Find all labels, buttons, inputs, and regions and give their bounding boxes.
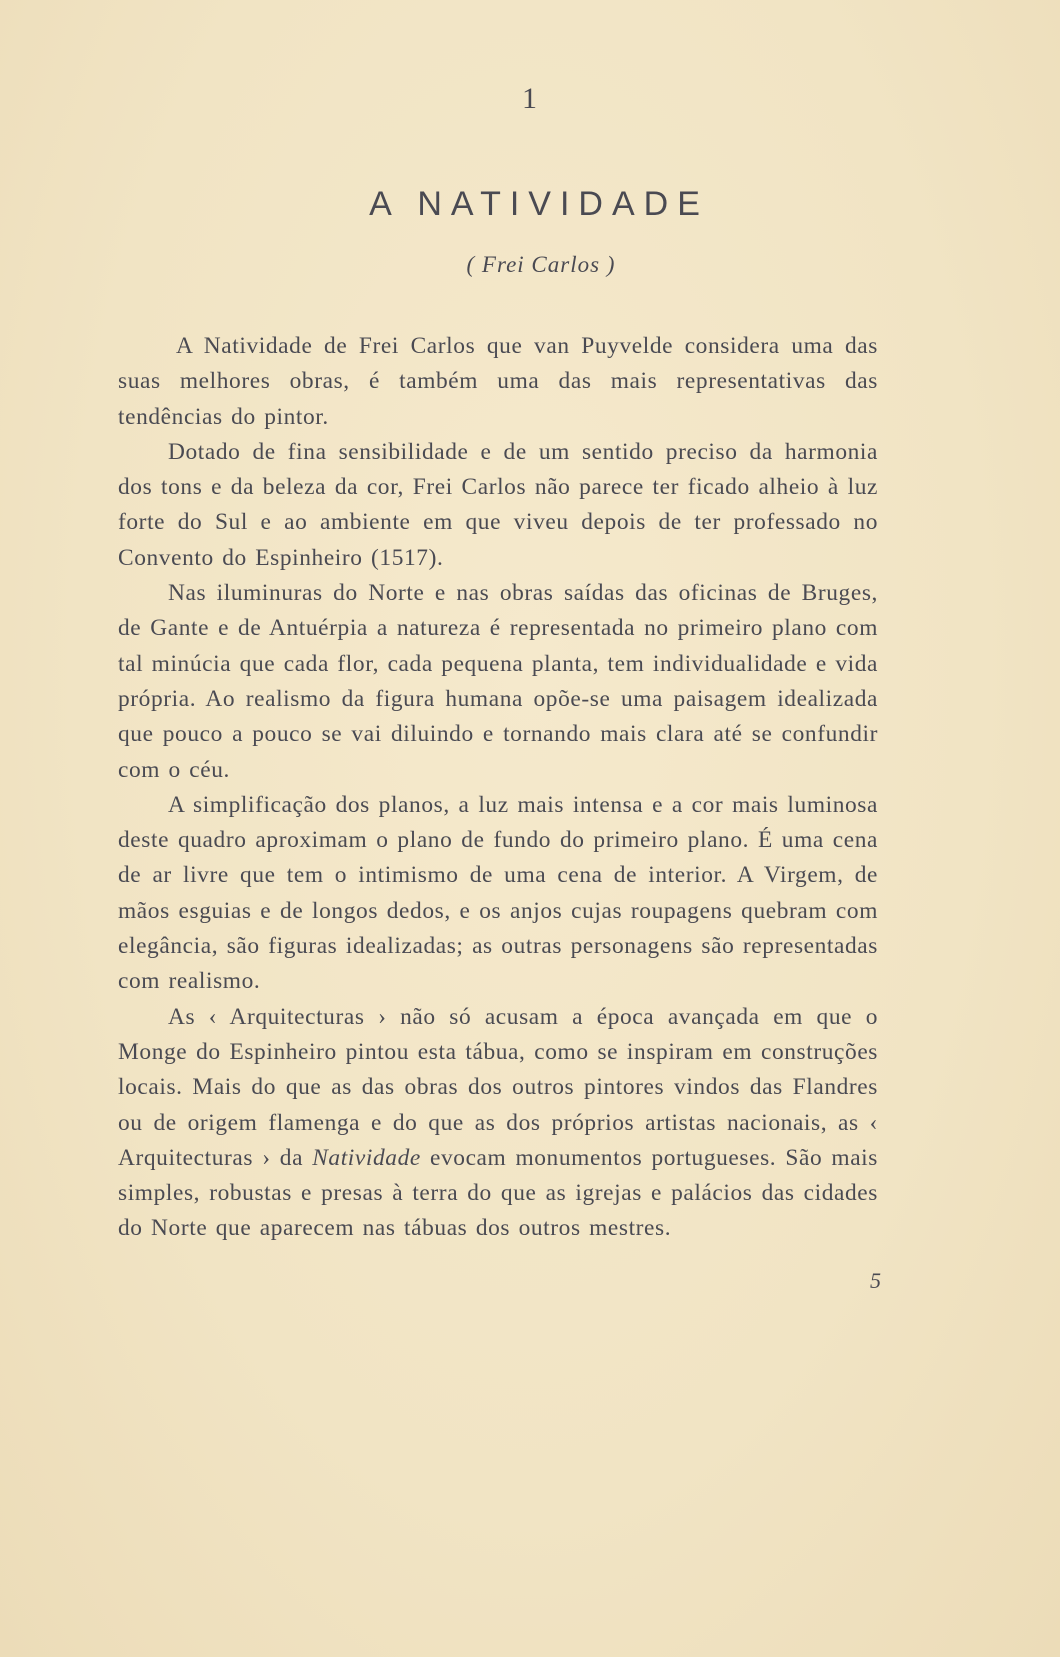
paragraph-4	[118, 788, 878, 1000]
paragraph-3	[118, 576, 878, 788]
paragraph-1	[118, 329, 878, 435]
paragraph-5-text-a: As ‹ Arquitecturas › não só acusam a época avançada em que o Monge do Espinheiro pintou esta tábua, como se inspiram em construções locais. Mais do que as das obras dos outros pintores vindos das Flandres ou de origem flamenga e do que as dos próprios artistas nacionais, as ‹ Arquitecturas › da	[118, 1003, 878, 1171]
paragraph-5-text-b: evocam monumentos portugueses. São mais simples, robustas e presas à terra do que as igrejas e palácios das cidades do Norte que aparecem nas tábuas dos outros mestres.	[118, 1144, 878, 1242]
chapter-subtitle: ( Frei Carlos )	[466, 252, 616, 277]
margin-note: 5	[870, 1268, 881, 1293]
body-text	[118, 329, 878, 1247]
paragraph-5	[118, 1000, 878, 1247]
page-number: 1	[522, 82, 538, 115]
paragraph-3-text: Nas iluminuras do Norte e nas obras saídas das oficinas de Bruges, de Gante e de Antuérpia a natureza é representada no primeiro plano com tal minúcia que cada flor, cada pequena planta, tem individualidade e vida própria. Ao realismo da figura humana opõe-se uma paisagem idealizada que pouco a pouco se vai diluindo e tornando mais clara até se confundir com o céu.	[118, 580, 878, 783]
paragraph-2	[118, 435, 878, 576]
paragraph-5-italic: Natividade	[312, 1144, 421, 1171]
paragraph-1-text: A Natividade de Frei Carlos que van Puyvelde considera uma das suas melhores obras, é também uma das mais representativas das tendências do pintor.	[118, 333, 878, 430]
chapter-title: A NATIVIDADE	[369, 185, 709, 223]
paragraph-4-text: A simplificação dos planos, a luz mais intensa e a cor mais luminosa deste quadro aproximam o plano de fundo do primeiro plano. É uma cena de ar livre que tem o intimismo de uma cena de interior. A Virgem, de mãos esguias e de longos dedos, e os anjos cujas roupagens quebram com elegância, são figuras idealizadas; as outras personagens são representadas com realismo.	[118, 791, 878, 995]
paragraph-2-text: Dotado de fina sensibilidade e de um sentido preciso da harmonia dos tons e da beleza da cor, Frei Carlos não parece ter ficado alheio à luz forte do Sul e ao ambiente em que viveu depois de ter professado no Convento do Espinheiro (1517).	[118, 438, 878, 571]
